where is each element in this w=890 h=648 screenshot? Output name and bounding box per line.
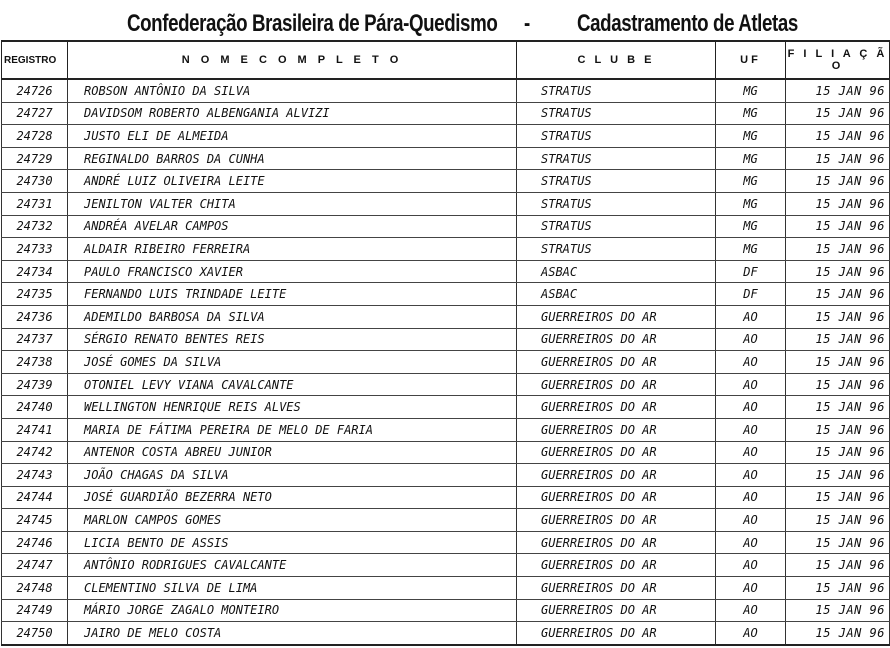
table-row [2, 192, 890, 215]
title-left: Confederação Brasileira de Pára-Quedismo [127, 10, 498, 37]
cell-clube: GUERREIROS DO AR [517, 373, 716, 396]
cell-registro: 24745 [2, 509, 68, 532]
table-row [2, 577, 890, 600]
cell-uf: AO [716, 464, 786, 487]
cell-filiacao: 15 JAN 96 [786, 486, 890, 509]
cell-nome: ANTENOR COSTA ABREU JUNIOR [68, 441, 517, 464]
cell-uf: AO [716, 599, 786, 622]
table-row [2, 238, 890, 261]
cell-uf: AO [716, 531, 786, 554]
cell-nome: JOÃO CHAGAS DA SILVA [68, 464, 517, 487]
table-row [2, 622, 890, 645]
cell-nome: FERNANDO LUIS TRINDADE LEITE [68, 283, 517, 306]
cell-registro: 24729 [2, 147, 68, 170]
cell-clube: GUERREIROS DO AR [517, 531, 716, 554]
cell-registro: 24733 [2, 238, 68, 261]
cell-uf: AO [716, 486, 786, 509]
cell-filiacao: 15 JAN 96 [786, 79, 890, 102]
cell-uf: MG [716, 192, 786, 215]
cell-registro: 24727 [2, 102, 68, 125]
cell-uf: MG [716, 125, 786, 148]
cell-nome: DAVIDSOM ROBERTO ALBENGANIA ALVIZI [68, 102, 517, 125]
cell-filiacao: 15 JAN 96 [786, 125, 890, 148]
cell-registro: 24748 [2, 577, 68, 600]
cell-uf: MG [716, 79, 786, 102]
cell-registro: 24737 [2, 328, 68, 351]
cell-uf: AO [716, 418, 786, 441]
cell-clube: GUERREIROS DO AR [517, 351, 716, 374]
cell-registro: 24730 [2, 170, 68, 193]
cell-clube: GUERREIROS DO AR [517, 305, 716, 328]
table-row [2, 102, 890, 125]
cell-nome: JOSÉ GUARDIÃO BEZERRA NETO [68, 486, 517, 509]
cell-clube: STRATUS [517, 125, 716, 148]
table-row [2, 125, 890, 148]
cell-clube: STRATUS [517, 79, 716, 102]
cell-registro: 24726 [2, 79, 68, 102]
cell-clube: STRATUS [517, 147, 716, 170]
cell-registro: 24731 [2, 192, 68, 215]
cell-filiacao: 15 JAN 96 [786, 441, 890, 464]
cell-uf: MG [716, 102, 786, 125]
cell-uf: AO [716, 509, 786, 532]
table-row [2, 328, 890, 351]
cell-registro: 24743 [2, 464, 68, 487]
cell-filiacao: 15 JAN 96 [786, 170, 890, 193]
cell-uf: AO [716, 554, 786, 577]
cell-uf: AO [716, 441, 786, 464]
cell-filiacao: 15 JAN 96 [786, 464, 890, 487]
cell-uf: AO [716, 373, 786, 396]
cell-uf: AO [716, 351, 786, 374]
table-row [2, 509, 890, 532]
cell-nome: ANTÔNIO RODRIGUES CAVALCANTE [68, 554, 517, 577]
column-header-uf: UF [716, 41, 786, 79]
cell-filiacao: 15 JAN 96 [786, 509, 890, 532]
cell-nome: PAULO FRANCISCO XAVIER [68, 260, 517, 283]
cell-registro: 24736 [2, 305, 68, 328]
cell-filiacao: 15 JAN 96 [786, 373, 890, 396]
cell-nome: ANDRÉA AVELAR CAMPOS [68, 215, 517, 238]
cell-registro: 24744 [2, 486, 68, 509]
cell-nome: JOSÉ GOMES DA SILVA [68, 351, 517, 374]
cell-filiacao: 15 JAN 96 [786, 192, 890, 215]
column-header-registro: REGISTRO [2, 41, 68, 79]
table-row [2, 260, 890, 283]
table-row [2, 147, 890, 170]
cell-nome: CLEMENTINO SILVA DE LIMA [68, 577, 517, 600]
cell-clube: STRATUS [517, 192, 716, 215]
table-row [2, 79, 890, 102]
cell-registro: 24728 [2, 125, 68, 148]
cell-clube: STRATUS [517, 170, 716, 193]
cell-uf: MG [716, 215, 786, 238]
cell-nome: MARLON CAMPOS GOMES [68, 509, 517, 532]
athletes-table [1, 40, 890, 646]
table-row [2, 531, 890, 554]
cell-filiacao: 15 JAN 96 [786, 531, 890, 554]
cell-nome: REGINALDO BARROS DA CUNHA [68, 147, 517, 170]
column-header-clube: C L U B E [517, 41, 716, 79]
cell-nome: OTONIEL LEVY VIANA CAVALCANTE [68, 373, 517, 396]
cell-uf: MG [716, 170, 786, 193]
table-row [2, 373, 890, 396]
cell-clube: GUERREIROS DO AR [517, 328, 716, 351]
cell-filiacao: 15 JAN 96 [786, 554, 890, 577]
table-header-row [2, 41, 890, 79]
cell-filiacao: 15 JAN 96 [786, 622, 890, 645]
cell-filiacao: 15 JAN 96 [786, 260, 890, 283]
table-row [2, 351, 890, 374]
table-row [2, 464, 890, 487]
cell-uf: AO [716, 577, 786, 600]
column-header-nome: N O M E C O M P L E T O [68, 41, 517, 79]
cell-registro: 24747 [2, 554, 68, 577]
cell-clube: STRATUS [517, 238, 716, 261]
cell-uf: MG [716, 147, 786, 170]
cell-registro: 24741 [2, 418, 68, 441]
cell-clube: GUERREIROS DO AR [517, 577, 716, 600]
cell-filiacao: 15 JAN 96 [786, 102, 890, 125]
cell-filiacao: 15 JAN 96 [786, 215, 890, 238]
cell-nome: ALDAIR RIBEIRO FERREIRA [68, 238, 517, 261]
cell-registro: 24739 [2, 373, 68, 396]
cell-registro: 24732 [2, 215, 68, 238]
cell-filiacao: 15 JAN 96 [786, 599, 890, 622]
cell-uf: AO [716, 396, 786, 419]
cell-nome: ROBSON ANTÔNIO DA SILVA [68, 79, 517, 102]
cell-clube: GUERREIROS DO AR [517, 622, 716, 645]
cell-nome: JAIRO DE MELO COSTA [68, 622, 517, 645]
table-row [2, 305, 890, 328]
cell-clube: GUERREIROS DO AR [517, 441, 716, 464]
table-row [2, 170, 890, 193]
cell-registro: 24742 [2, 441, 68, 464]
table-row [2, 283, 890, 306]
table-row [2, 599, 890, 622]
title-separator: - [524, 10, 530, 37]
cell-nome: MÁRIO JORGE ZAGALO MONTEIRO [68, 599, 517, 622]
cell-nome: WELLINGTON HENRIQUE REIS ALVES [68, 396, 517, 419]
cell-clube: GUERREIROS DO AR [517, 464, 716, 487]
cell-clube: ASBAC [517, 260, 716, 283]
cell-registro: 24738 [2, 351, 68, 374]
cell-nome: SÉRGIO RENATO BENTES REIS [68, 328, 517, 351]
cell-filiacao: 15 JAN 96 [786, 396, 890, 419]
table-row [2, 486, 890, 509]
cell-filiacao: 15 JAN 96 [786, 305, 890, 328]
cell-registro: 24750 [2, 622, 68, 645]
cell-clube: ASBAC [517, 283, 716, 306]
table-row [2, 215, 890, 238]
cell-nome: JENILTON VALTER CHITA [68, 192, 517, 215]
cell-filiacao: 15 JAN 96 [786, 328, 890, 351]
cell-uf: AO [716, 622, 786, 645]
title-right: Cadastramento de Atletas [577, 10, 798, 37]
cell-clube: GUERREIROS DO AR [517, 486, 716, 509]
cell-filiacao: 15 JAN 96 [786, 283, 890, 306]
page-title [0, 4, 890, 38]
cell-filiacao: 15 JAN 96 [786, 418, 890, 441]
cell-clube: GUERREIROS DO AR [517, 554, 716, 577]
table-row [2, 554, 890, 577]
table-row [2, 441, 890, 464]
cell-registro: 24734 [2, 260, 68, 283]
cell-uf: DF [716, 283, 786, 306]
cell-clube: STRATUS [517, 215, 716, 238]
cell-filiacao: 15 JAN 96 [786, 147, 890, 170]
cell-registro: 24746 [2, 531, 68, 554]
cell-clube: GUERREIROS DO AR [517, 418, 716, 441]
cell-filiacao: 15 JAN 96 [786, 238, 890, 261]
cell-clube: GUERREIROS DO AR [517, 396, 716, 419]
cell-nome: MARIA DE FÁTIMA PEREIRA DE MELO DE FARIA [68, 418, 517, 441]
cell-nome: JUSTO ELI DE ALMEIDA [68, 125, 517, 148]
cell-filiacao: 15 JAN 96 [786, 351, 890, 374]
column-header-filiacao: F I L I A Ç Ã O [786, 41, 890, 79]
cell-clube: GUERREIROS DO AR [517, 599, 716, 622]
cell-uf: MG [716, 238, 786, 261]
table-row [2, 396, 890, 419]
cell-uf: AO [716, 305, 786, 328]
cell-registro: 24749 [2, 599, 68, 622]
cell-nome: ADEMILDO BARBOSA DA SILVA [68, 305, 517, 328]
cell-clube: STRATUS [517, 102, 716, 125]
cell-nome: ANDRÉ LUIZ OLIVEIRA LEITE [68, 170, 517, 193]
cell-clube: GUERREIROS DO AR [517, 509, 716, 532]
cell-uf: DF [716, 260, 786, 283]
cell-filiacao: 15 JAN 96 [786, 577, 890, 600]
table-row [2, 418, 890, 441]
cell-registro: 24740 [2, 396, 68, 419]
cell-nome: LICIA BENTO DE ASSIS [68, 531, 517, 554]
cell-uf: AO [716, 328, 786, 351]
cell-registro: 24735 [2, 283, 68, 306]
